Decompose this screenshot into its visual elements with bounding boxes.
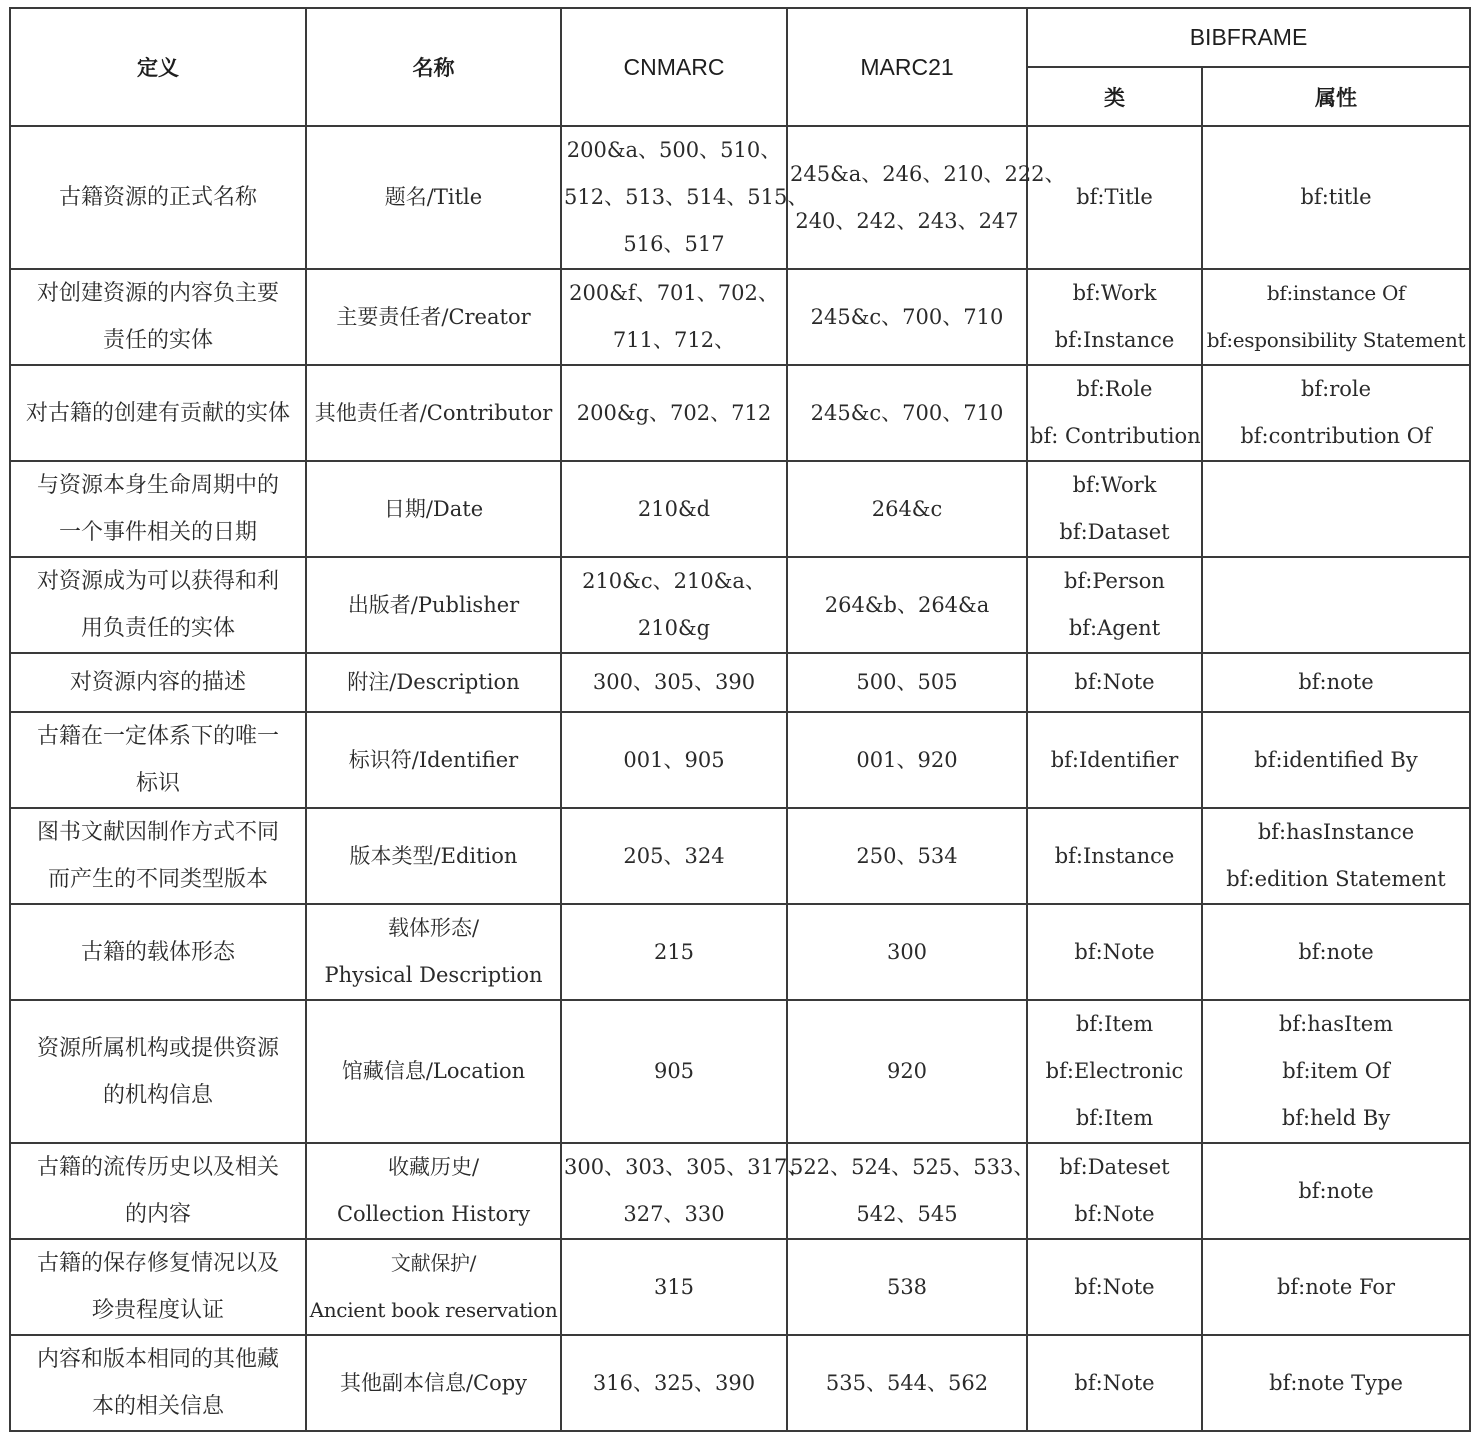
cell-line: 古籍的流传历史以及相关	[36, 1155, 279, 1180]
marc21-cell	[787, 653, 1027, 712]
cnmarc-cell	[561, 557, 787, 653]
name-cell	[306, 126, 561, 269]
name-cell	[306, 653, 561, 712]
cell-line: bf:Instance	[1054, 328, 1175, 352]
cell-line: 标识符/Identifier	[348, 747, 519, 772]
table-row	[10, 1000, 1470, 1143]
cell-line: 200&a、500、510、	[566, 138, 782, 162]
cnmarc-cell	[561, 1000, 787, 1143]
header-definition: 定义	[10, 8, 306, 126]
cell-line: 001、920	[856, 747, 958, 772]
cell-line: bf:Dateset	[1059, 1155, 1170, 1179]
name-cell	[306, 1143, 561, 1239]
cnmarc-cell	[561, 1335, 787, 1431]
cell-line: bf:role	[1300, 377, 1372, 401]
marc21-cell	[787, 461, 1027, 557]
cell-line: bf:Note	[1074, 1274, 1155, 1299]
marc21-cell	[787, 126, 1066, 269]
cnmarc-cell	[561, 269, 787, 365]
cell-line: 文献保护/	[390, 1251, 477, 1275]
cell-line: 264&c	[871, 496, 943, 521]
cell-line: bf:title	[1300, 185, 1372, 209]
bibframe-property-cell	[1202, 808, 1470, 904]
bibframe-property-cell	[1202, 126, 1470, 269]
cell-line: 210&c、210&a、	[582, 569, 766, 593]
cell-line: 责任的实体	[102, 328, 213, 353]
cell-line: 245&c、700、710	[810, 400, 1004, 425]
marc21-cell	[787, 365, 1027, 461]
cell-line: 245&c、700、710	[810, 304, 1004, 329]
bibframe-class-cell	[1027, 712, 1202, 808]
table-row	[10, 1239, 1470, 1335]
cell-line: 315	[653, 1274, 695, 1299]
cell-line: bf:edition Statement	[1226, 867, 1446, 891]
cnmarc-cell	[561, 461, 787, 557]
cell-line: 001、905	[623, 747, 725, 772]
name-cell	[306, 1335, 561, 1431]
cnmarc-cell	[561, 653, 787, 712]
bibframe-class-cell	[1027, 557, 1202, 653]
cell-line: 附注/Description	[347, 670, 520, 694]
bibframe-property-cell	[1202, 1335, 1470, 1431]
cell-line: 200&g、702、712	[576, 400, 772, 425]
cell-line: 版本类型/Edition	[349, 843, 518, 868]
definition-cell	[10, 1239, 306, 1335]
cell-line: 的机构信息	[102, 1082, 213, 1108]
cell-line: 古籍资源的正式名称	[58, 185, 257, 210]
bibframe-class-cell	[1027, 126, 1202, 269]
cell-line: 542、545	[856, 1202, 958, 1226]
cell-line: 905	[653, 1059, 695, 1083]
bibframe-class-cell	[1027, 904, 1202, 1000]
cnmarc-cell	[561, 365, 787, 461]
cell-line: 古籍在一定体系下的唯一	[36, 724, 279, 749]
cell-line: bf: Contribution	[1030, 424, 1201, 448]
cell-line: bf:note	[1298, 1178, 1374, 1203]
cell-line: 245&a、246、210、222、	[790, 161, 1066, 186]
table-row	[10, 365, 1470, 461]
cell-line: 标识	[135, 771, 180, 796]
cell-line: 出版者/Publisher	[347, 592, 520, 617]
cell-line: 其他责任者/Contributor	[314, 400, 553, 425]
bibframe-class-cell	[1027, 1239, 1202, 1335]
cell-line: bf:Title	[1076, 185, 1153, 209]
cell-line: bf:item Of	[1282, 1059, 1390, 1083]
cell-line: 用负责任的实体	[80, 616, 235, 641]
definition-cell	[10, 557, 306, 653]
cell-line: 对创建资源的内容负主要	[36, 281, 279, 306]
bibframe-class-cell	[1027, 653, 1202, 712]
cell-line: bf:hasInstance	[1257, 820, 1415, 844]
cell-line: bf:held By	[1281, 1106, 1391, 1130]
definition-cell	[10, 712, 306, 808]
bibframe-class-cell	[1027, 1335, 1202, 1431]
cell-line: 的内容	[124, 1202, 191, 1227]
bibframe-property-cell	[1202, 653, 1470, 712]
bibframe-property-cell	[1202, 557, 1470, 653]
cnmarc-cell	[561, 904, 787, 1000]
marc21-cell	[787, 269, 1027, 365]
cell-line: Collection History	[336, 1202, 531, 1226]
cell-line: 古籍的载体形态	[80, 939, 235, 965]
cell-line: 载体形态/	[387, 916, 480, 940]
name-cell	[306, 808, 561, 904]
name-cell	[306, 269, 561, 365]
table-row	[10, 557, 1470, 653]
cell-line: 主要责任者/Creator	[336, 304, 531, 329]
cell-line: 250、534	[856, 843, 958, 868]
definition-cell	[10, 461, 306, 557]
cell-line: 538	[886, 1274, 928, 1299]
cell-line: bf:Instance	[1054, 843, 1175, 868]
cell-line: 内容和版本相同的其他藏	[36, 1347, 279, 1372]
cell-line: bf:Electronic	[1045, 1059, 1184, 1083]
cell-line: Physical Description	[324, 963, 543, 987]
cell-line: bf:Item	[1075, 1106, 1154, 1130]
cell-line: 535、544、562	[825, 1370, 989, 1395]
name-cell	[306, 461, 561, 557]
cell-line: bf:esponsibility Statement	[1206, 328, 1466, 352]
cell-line: bf:note	[1298, 939, 1374, 964]
cell-line: 300	[886, 939, 928, 964]
marc21-cell	[787, 1335, 1027, 1431]
cell-line: 200&f、701、702、	[569, 281, 779, 305]
header-cnmarc: CNMARC	[561, 8, 787, 126]
cell-line: 题名/Title	[384, 185, 483, 209]
header-marc21: MARC21	[787, 8, 1027, 126]
bibframe-class-cell	[1027, 808, 1202, 904]
header-bibframe: BIBFRAME	[1027, 8, 1470, 67]
cell-line: 522、524、525、533、	[790, 1155, 1035, 1179]
name-cell	[306, 1000, 561, 1143]
bibframe-class-cell	[1027, 1000, 1202, 1143]
bibframe-property-cell	[1202, 365, 1470, 461]
cell-line: Ancient book reservation	[309, 1298, 558, 1322]
bibframe-property-cell	[1202, 712, 1470, 808]
cell-line: bf:Note	[1074, 670, 1155, 694]
cell-line: bf:Dataset	[1059, 520, 1170, 544]
cell-line: bf:note For	[1276, 1274, 1396, 1299]
table-row	[10, 1335, 1470, 1431]
cell-line: 与资源本身生命周期中的	[36, 473, 279, 498]
bibframe-property-cell	[1202, 1143, 1470, 1239]
definition-cell	[10, 653, 306, 712]
name-cell	[306, 557, 561, 653]
table-row	[10, 269, 1470, 365]
cell-line: bf:Agent	[1068, 616, 1161, 640]
definition-cell	[10, 1335, 306, 1431]
cnmarc-cell	[561, 1143, 809, 1239]
cell-line: 215	[653, 939, 695, 964]
table-row	[10, 461, 1470, 557]
cnmarc-cell	[561, 808, 787, 904]
table-row	[10, 904, 1470, 1000]
cell-line: 516、517	[623, 232, 725, 256]
header-name: 名称	[306, 8, 561, 126]
header-bibframe-property: 属性	[1202, 67, 1470, 126]
cell-line: 316、325、390	[592, 1370, 756, 1395]
name-cell	[306, 904, 561, 1000]
table-body	[10, 126, 1470, 1431]
cell-line: bf:instance Of	[1266, 281, 1406, 305]
cell-line: 327、330	[623, 1202, 725, 1226]
cell-line: bf:contribution Of	[1240, 424, 1432, 448]
cell-line: 对古籍的创建有贡献的实体	[25, 400, 290, 426]
marc21-cell	[787, 1239, 1027, 1335]
definition-cell	[10, 1143, 306, 1239]
cell-line: 收藏历史/	[387, 1155, 480, 1179]
marc21-cell	[787, 1143, 1035, 1239]
cell-line: 205、324	[623, 843, 725, 868]
bibframe-class-cell	[1027, 461, 1202, 557]
cell-line: 对资源成为可以获得和利	[36, 569, 279, 594]
cell-line: 资源所属机构或提供资源	[36, 1035, 279, 1061]
cell-line: bf:note	[1298, 670, 1374, 694]
cnmarc-cell	[561, 126, 809, 269]
table-row	[10, 126, 1470, 269]
table-row	[10, 712, 1470, 808]
cell-line: 古籍的保存修复情况以及	[36, 1251, 279, 1276]
bibframe-property-cell	[1202, 269, 1470, 365]
cell-line: 而产生的不同类型版本	[47, 867, 268, 892]
bibframe-class-cell	[1027, 365, 1202, 461]
definition-cell	[10, 808, 306, 904]
cell-line: 珍贵程度认证	[91, 1298, 224, 1323]
cell-line: bf:Work	[1072, 281, 1157, 305]
metadata-mapping-table	[9, 7, 1471, 1432]
bibframe-property-cell	[1202, 1000, 1470, 1143]
definition-cell	[10, 126, 306, 269]
cell-line: bf:Item	[1075, 1012, 1154, 1036]
cell-line: bf:Role	[1076, 377, 1153, 401]
name-cell	[306, 365, 561, 461]
cell-line: 300、305、390	[592, 670, 756, 694]
header-bibframe-class: 类	[1027, 67, 1202, 126]
cell-line: bf:Note	[1074, 1202, 1155, 1226]
cnmarc-cell	[561, 712, 787, 808]
marc21-cell	[787, 808, 1027, 904]
cell-line: 馆藏信息/Location	[341, 1059, 526, 1083]
cell-line: 日期/Date	[383, 496, 484, 521]
cell-line: bf:Note	[1074, 1370, 1155, 1395]
cell-line: bf:Work	[1072, 473, 1157, 497]
cell-line: bf:identified By	[1254, 747, 1418, 772]
cell-line: bf:Note	[1074, 939, 1155, 964]
bibframe-property-cell	[1202, 461, 1470, 557]
cell-line: 本的相关信息	[91, 1394, 224, 1419]
cell-line: 210&d	[637, 496, 711, 521]
marc21-cell	[787, 712, 1027, 808]
bibframe-property-cell	[1202, 904, 1470, 1000]
table-row	[10, 1143, 1470, 1239]
cell-line: 512、513、514、515、	[564, 185, 809, 209]
definition-cell	[10, 269, 306, 365]
bibframe-property-cell	[1202, 1239, 1470, 1335]
cell-line: 920	[886, 1059, 928, 1083]
cell-line: 其他副本信息/Copy	[339, 1370, 528, 1395]
definition-cell	[10, 1000, 306, 1143]
cell-line: bf:hasItem	[1278, 1012, 1394, 1036]
table-row	[10, 653, 1470, 712]
marc21-cell	[787, 1000, 1027, 1143]
name-cell	[306, 712, 561, 808]
table-row	[10, 808, 1470, 904]
cnmarc-cell	[561, 1239, 787, 1335]
bibframe-class-cell	[1027, 269, 1202, 365]
cell-line: 264&b、264&a	[824, 592, 990, 617]
definition-cell	[10, 365, 306, 461]
cell-line: bf:Person	[1064, 569, 1165, 593]
cell-line: 240、242、243、247	[795, 208, 1019, 233]
marc21-cell	[787, 557, 1027, 653]
bibframe-class-cell	[1027, 1143, 1202, 1239]
cell-line: 一个事件相关的日期	[58, 520, 257, 545]
cell-line: 500、505	[856, 670, 958, 694]
cell-line: bf:note Type	[1269, 1370, 1403, 1395]
cell-line: 对资源内容的描述	[69, 670, 246, 695]
cell-line: 图书文献因制作方式不同	[36, 820, 279, 845]
cell-line: 711、712、	[612, 328, 736, 352]
cell-line: 300、303、305、317、	[564, 1155, 809, 1179]
marc21-cell	[787, 904, 1027, 1000]
cell-line: 210&g	[637, 616, 711, 640]
definition-cell	[10, 904, 306, 1000]
name-cell	[306, 1239, 561, 1335]
cell-line: bf:Identifier	[1050, 747, 1179, 772]
